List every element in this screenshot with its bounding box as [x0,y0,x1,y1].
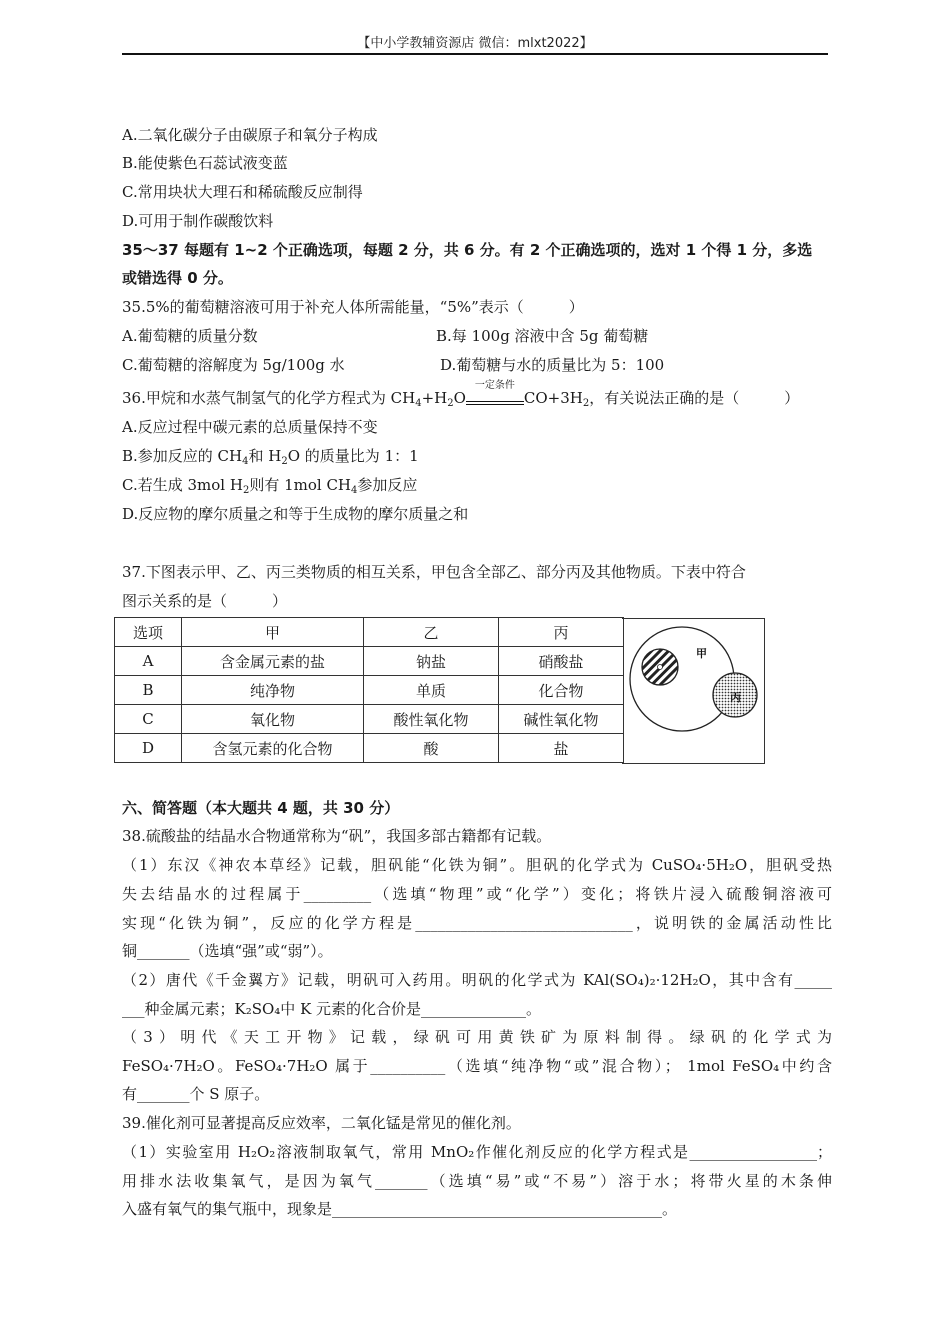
q35-option-b: B.每 100g 溶液中含 5g 葡萄糖 [436,327,649,345]
section6-title: 六、简答题（本大题共 4 题，共 30 分） [122,799,400,817]
q35-stem: 35.5%的葡萄糖溶液可用于补充人体所需能量，“5%”表示（ ） [122,298,584,316]
q36-option-b: B.参加反应的 $CH_4$和 $H_2O$ 的质量比为 1：1 [122,447,419,467]
q38-part2-line2: ___种金属元素；K₂SO₄中 K 元素的化合价是______________。 [122,1000,542,1018]
table-row [115,647,624,676]
q38-part1-line3: 实现“化铁为铜”，反应的化学方程是_____________________________，说明铁的金属活动性比 [122,914,832,932]
q35-options-row1 [122,325,832,347]
q38-part3-line2: FeSO₄·7H₂O。FeSO₄·7H₂O 属于__________（选填“纯净物“或”混合物）； 1mol FeSO₄中约含 [122,1057,832,1075]
q37-stem-line1: 37.下图表示甲、乙、丙三类物质的相互关系，甲包含全部乙、部分丙及其他物质。下表中符合 [122,563,746,581]
table-cell: 纯净物 [182,676,364,705]
q37-options-table [114,617,624,763]
q38-part1-line2: 失去结晶水的过程属于_________（选填“物理”或“化学”）变化；将铁片浸入硫酸铜溶液可 [122,885,832,903]
q36-option-d: D.反应物的摩尔质量之和等于生成物的摩尔质量之和 [122,505,469,523]
q34-option-c: C.常用块状大理石和稀硫酸反应制得 [122,183,363,201]
table-cell: 酸 [364,734,499,763]
q35-option-c: C.葡萄糖的溶解度为 5g/100g 水 [122,356,345,374]
table-row [115,734,624,763]
venn-label-jia: 甲 [696,647,707,660]
header-rule [122,53,828,55]
table-cell: 钠盐 [364,647,499,676]
table-cell: 盐 [499,734,624,763]
page-header: 【中小学教辅资源店 微信：mlxt2022】 [357,36,593,51]
table-cell: A [115,647,182,676]
q35-options-row2 [122,354,832,376]
table-header-cell: 甲 [182,618,364,647]
q36-option-c: C.若生成 3mol $H_2$则有 1mol $CH_4$参加反应 [122,476,418,496]
q38-part3-line3: 有_______个 S 原子。 [122,1085,270,1103]
section-note-line1: 35～37 每题有 1~2 个正确选项，每题 2 分，共 6 分。有 2 个正确选项的，选对 1 个得 1 分，多选 [122,241,813,259]
q37-stem-line2: 图示关系的是（ ） [122,592,288,610]
table-header-cell: 选项 [115,618,182,647]
q38-part1-line4: 铜_______（选填“强”或“弱”）。 [122,942,333,960]
q38-part2-line1: （2）唐代《千金翼方》记载，明矾可入药用。明矾的化学式为 KAl(SO₄)₂·12H₂O，其中含有_____ [122,971,832,989]
table-cell: 氧化物 [182,705,364,734]
q34-option-d: D.可用于制作碳酸饮料 [122,212,274,230]
table-cell: 硝酸盐 [499,647,624,676]
table-cell: 含氢元素的化合物 [182,734,364,763]
table-cell: 酸性氧化物 [364,705,499,734]
reaction-condition-label: 一定条件 [474,380,515,391]
venn-label-bing: 丙 [730,691,741,704]
venn-circle-jia [630,627,734,731]
q38-part1-line1: （1）东汉《神农本草经》记载，胆矾能“化铁为铜”。胆矾的化学式为 CuSO₄·5H₂O，胆矾受热 [122,856,832,874]
table-header-row [115,618,624,647]
q38-stem: 38.硫酸盐的结晶水合物通常称为“矾”，我国多部古籍都有记载。 [122,827,552,845]
venn-diagram [622,618,765,764]
venn-diagram-svg [622,619,765,765]
q39-part1-line3: 入盛有氧气的集气瓶中，现象是____________________________________________。 [122,1200,678,1218]
table-cell: 含金属元素的盐 [182,647,364,676]
table-cell: 碱性氧化物 [499,705,624,734]
section-note-line2: 或错选得 0 分。 [122,269,233,287]
q39-part1-line2: 用排水法收集氧气，是因为氧气_______（选填“易”或“不易”）溶于水；将带火星的木条伸 [122,1172,832,1190]
q39-stem: 39.催化剂可显著提高反应效率，二氧化锰是常见的催化剂。 [122,1114,521,1132]
q35-option-a: A.葡萄糖的质量分数 [122,327,258,345]
table-cell: 化合物 [499,676,624,705]
table-cell: C [115,705,182,734]
q34-option-b: B.能使紫色石蕊试液变蓝 [122,154,288,172]
table-header-cell: 乙 [364,618,499,647]
q36-option-a: A.反应过程中碳元素的总质量保持不变 [122,418,378,436]
q36-stem: 36.甲烷和水蒸气制氢气的化学方程式为 $CH_4+H_2O$ 一定条件 $CO+3H_2$，有关说法正确的是（ ） [122,387,832,409]
q34-option-a: A.二氧化碳分子由碳原子和氧分子构成 [122,126,378,144]
table-row [115,705,624,734]
q38-part3-line1: （3）明代《天工开物》记载，绿矾可用黄铁矿为原料制得。绿矾的化学式为 [122,1028,832,1046]
reaction-condition-arrow [466,380,524,403]
table-row [115,676,624,705]
table-cell: B [115,676,182,705]
table-header-cell: 丙 [499,618,624,647]
q35-option-d: D.葡萄糖与水的质量比为 5：100 [440,356,665,374]
table-cell: D [115,734,182,763]
q39-part1-line1: （1）实验室用 H₂O₂溶液制取氧气，常用 MnO₂作催化剂反应的化学方程式是_________________； [122,1143,832,1161]
table-cell: 单质 [364,676,499,705]
